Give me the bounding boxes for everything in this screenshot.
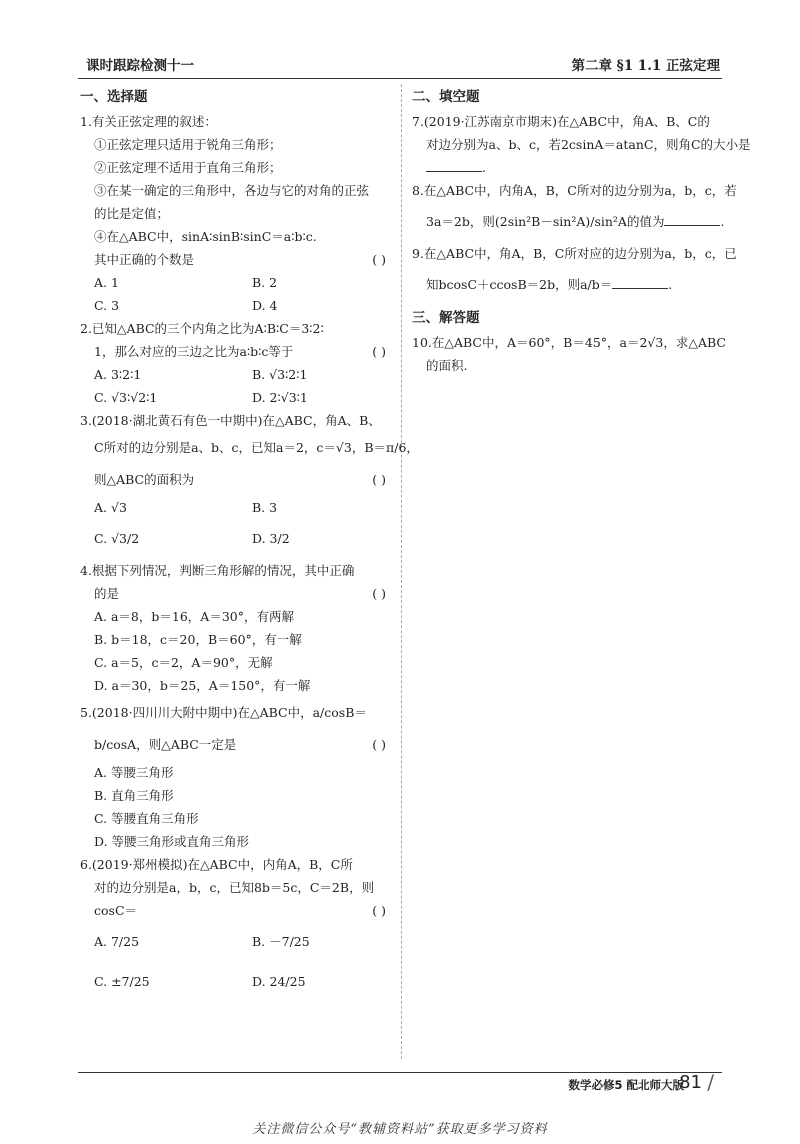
q2-stem-end: 1，那么对应的三边之比为a∶b∶c等于 (94, 344, 294, 359)
q8-line: 8.在△ABC中，内角A，B，C所对的边分别为a，b，c，若 (412, 183, 737, 198)
footer-rule (78, 1072, 722, 1073)
answer-paren: ( ) (372, 344, 386, 359)
q5-stem-end: b/cosA，则△ABC一定是 (94, 737, 237, 752)
q7-line (412, 156, 724, 179)
q9-line: 9.在△ABC中，角A，B，C所对应的边分别为a，b，c，已 (412, 246, 737, 261)
option-row (80, 294, 392, 317)
option-a: A. a＝8，b＝16，A＝30°，有两解 (94, 609, 294, 624)
q7-line: 7.(2019·江苏南京市期末)在△ABC中，角A、B、C的 (412, 114, 710, 129)
option-c: C. ±7/25 (94, 974, 150, 989)
question-9 (412, 242, 737, 305)
option-a: A. 3∶2∶1 (94, 367, 142, 382)
q9-stem-end: 知bcosC＋ccosB＝2b，则a/b＝ (426, 277, 613, 292)
answer-blank (664, 213, 720, 226)
q2-line (80, 340, 392, 363)
q1-line: ④在△ABC中，sinA∶sinB∶sinC＝a∶b∶c. (94, 229, 317, 244)
column-divider (401, 84, 402, 1059)
question-2 (80, 317, 392, 409)
question-3 (80, 409, 419, 559)
q1-stem-end: 其中正确的个数是 (94, 252, 195, 267)
section-fill-title: 二、填空题 (412, 89, 480, 105)
q2-line: 2.已知△ABC的三个内角之比为A∶B∶C＝3∶2∶ (80, 321, 324, 336)
option-c: C. √3∶√2∶1 (94, 390, 158, 405)
option-d: D. a＝30，b＝25，A＝150°，有一解 (94, 678, 311, 693)
answer-paren: ( ) (372, 252, 386, 267)
q5-line (80, 729, 392, 761)
q9-end: . (668, 277, 673, 292)
question-5 (80, 697, 392, 853)
option-row (80, 363, 392, 386)
q1-line: 的比是定值； (94, 206, 170, 221)
series-label: 数学必修5 配北师大版 (568, 1078, 684, 1092)
option-a: A. 等腰三角形 (94, 765, 174, 780)
q4-stem-end: 的是 (94, 586, 120, 601)
option-b: B. 3 (252, 500, 278, 515)
right-column (412, 84, 751, 377)
option-c: C. √3/2 (94, 531, 140, 546)
question-10 (412, 331, 724, 377)
q6-line (80, 899, 392, 922)
q5-line: 5.(2018·四川川大附中期中)在△ABC中，a/cosB＝ (80, 705, 367, 720)
q1-line: ②正弦定理不适用于直角三角形； (94, 160, 282, 175)
option-d: D. 3/2 (252, 531, 290, 546)
q6-line: 对的边分别是a，b，c，已知8b＝5c，C＝2B，则 (94, 880, 375, 895)
option-row (80, 271, 392, 294)
q8-end: . (720, 214, 725, 229)
section-answer-title: 三、解答题 (412, 310, 480, 326)
question-6 (80, 853, 392, 1002)
left-column (80, 84, 419, 1002)
option-row (80, 496, 392, 519)
q6-stem-end: cosC＝ (94, 903, 138, 918)
option-d: D. 2∶√3∶1 (252, 390, 308, 405)
page-number: 81 (679, 1072, 702, 1093)
page-header (78, 54, 722, 78)
question-4 (80, 559, 392, 697)
slash-mark: / (707, 1070, 714, 1094)
answer-paren: ( ) (372, 903, 386, 918)
q1-line: 1.有关正弦定理的叙述： (80, 114, 217, 129)
q7-line: 对边分别为a、b、c，若2csinA＝atanC，则角C的大小是 (426, 137, 751, 152)
option-b: B. b＝18，c＝20，B＝60°，有一解 (94, 632, 302, 647)
option-c: C. 等腰直角三角形 (94, 811, 199, 826)
q9-line (412, 265, 724, 305)
page-title: 课时跟踪检测十一 (86, 58, 194, 74)
q3-line (80, 464, 392, 496)
option-row (80, 519, 392, 559)
option-b: B. √3∶2∶1 (252, 367, 308, 382)
q10-line: 的面积. (426, 358, 468, 373)
q6-line: 6.(2019·郑州模拟)在△ABC中，内角A，B，C所 (80, 857, 353, 872)
q10-line: 10.在△ABC中，A＝60°，B＝45°，a＝2√3，求△ABC (412, 335, 726, 350)
option-b: B. －7/25 (252, 934, 310, 949)
question-1 (80, 110, 392, 317)
question-8 (412, 179, 737, 242)
option-row (80, 922, 392, 962)
q8-line (412, 202, 724, 242)
promo-text: 关注微信公众号“教辅资料站”获取更多学习资料 (252, 1122, 548, 1137)
q1-line: ③在某一确定的三角形中，各边与它的对角的正弦 (94, 183, 370, 198)
option-c: C. a＝5，c＝2，A＝90°，无解 (94, 655, 273, 670)
option-d: D. 4 (252, 298, 278, 313)
answer-paren: ( ) (372, 586, 386, 601)
q1-line (80, 248, 392, 271)
q8-stem-end: 3a＝2b，则(2sin²B－sin²A)/sin²A的值为 (426, 214, 665, 229)
answer-blank (612, 276, 668, 289)
answer-blank (426, 159, 482, 172)
answer-paren: ( ) (372, 472, 386, 487)
option-d: D. 等腰三角形或直角三角形 (94, 834, 250, 849)
q1-line: ①正弦定理只适用于锐角三角形； (94, 137, 282, 152)
answer-paren: ( ) (372, 737, 386, 752)
question-7 (412, 110, 751, 179)
option-c: C. 3 (94, 298, 120, 313)
q3-stem-end: 则△ABC的面积为 (94, 472, 195, 487)
option-b: B. 2 (252, 275, 278, 290)
q4-line (80, 582, 392, 605)
option-d: D. 24/25 (252, 974, 306, 989)
q3-line: C所对的边分别是a、b、c，已知a＝2，c＝√3，B＝π/6， (94, 440, 419, 455)
section-choice-title: 一、选择题 (80, 89, 148, 105)
option-a: A. 1 (94, 275, 119, 290)
option-a: A. 7/25 (94, 934, 140, 949)
option-b: B. 直角三角形 (94, 788, 174, 803)
option-row (80, 386, 392, 409)
option-a: A. √3 (94, 500, 127, 515)
option-row (80, 962, 392, 1002)
q4-line: 4.根据下列情况，判断三角形解的情况，其中正确 (80, 563, 355, 578)
q7-end: . (482, 160, 486, 175)
chapter-label: 第二章 §1 1.1 正弦定理 (571, 58, 720, 74)
q3-line: 3.(2018·湖北黄石有色一中期中)在△ABC，角A、B、 (80, 413, 381, 428)
header-rule (78, 78, 722, 79)
